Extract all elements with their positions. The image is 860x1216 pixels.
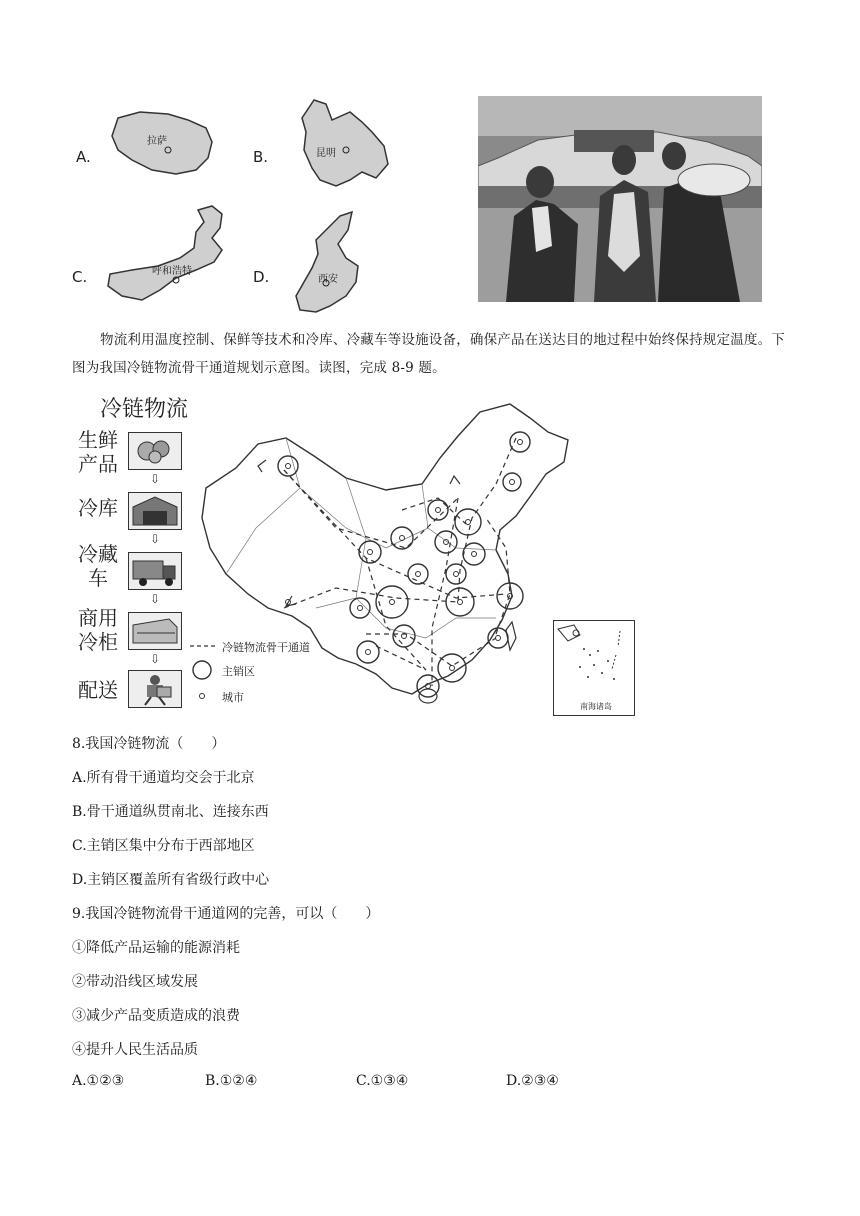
option-letter-b: B. bbox=[253, 148, 269, 166]
step-label-commercial-freezer: 商用冷柜 bbox=[78, 606, 118, 654]
legend-main-area-label: 主销区 bbox=[222, 665, 255, 678]
cold-chain-diagram bbox=[70, 392, 200, 722]
inset-islands bbox=[554, 621, 634, 701]
province-shape-b bbox=[302, 100, 388, 186]
city-label-c: 呼和浩特 bbox=[152, 266, 192, 277]
question-8-stem: 8.我国冷链物流（ ） bbox=[72, 736, 226, 752]
step-label-refrigerated-truck: 冷藏车 bbox=[78, 542, 118, 590]
intro-paragraph: 物流利用温度控制、保鲜等技术和冷库、冷藏车等设施设备，确保产品在送达目的地过程中始终保持规定温度。下图为我国冷链物流骨干通道规划示意图。读图，完成 8-9 题。 bbox=[72, 332, 785, 376]
photo-illustration bbox=[478, 96, 762, 302]
step-label-cold-storage: 冷库 bbox=[78, 496, 118, 520]
option-letter-d: D. bbox=[253, 268, 270, 286]
south-china-sea-inset bbox=[553, 620, 635, 716]
city-label-a: 拉萨 bbox=[147, 136, 167, 147]
question-9-stem: 9.我国冷链物流骨干通道网的完善，可以（ ） bbox=[72, 906, 380, 922]
legend-city-dot bbox=[200, 694, 205, 699]
inset-label: 南海诸岛 bbox=[580, 702, 612, 711]
city-label-d: 西安 bbox=[318, 274, 338, 285]
question-8-option-a[interactable]: A.所有骨干通道均交会于北京 bbox=[72, 770, 255, 786]
hainan-island bbox=[419, 689, 437, 703]
option-letter-c: C. bbox=[72, 268, 88, 286]
step-icon-delivery bbox=[128, 670, 182, 708]
flow-arrow-2: ⇩ bbox=[150, 532, 161, 546]
flow-arrow-4: ⇩ bbox=[150, 652, 161, 666]
question-9-choice-b[interactable]: B.①②④ bbox=[205, 1073, 258, 1089]
step-icon-commercial-freezer bbox=[128, 612, 182, 650]
question-9-statement-2: ②带动沿线区域发展 bbox=[72, 974, 198, 990]
question-8-option-d[interactable]: D.主销区覆盖所有省级行政中心 bbox=[72, 872, 270, 888]
question-9-statement-4: ④提升人民生活品质 bbox=[72, 1042, 198, 1058]
question-9-choice-d[interactable]: D.②③④ bbox=[506, 1073, 559, 1089]
question-8-option-c[interactable]: C.主销区集中分布于西部地区 bbox=[72, 838, 255, 854]
step-label-fresh-products: 生鲜产品 bbox=[78, 428, 118, 476]
question-9-choice-c[interactable]: C.①③④ bbox=[356, 1073, 409, 1089]
question-8-option-b[interactable]: B.骨干通道纵贯南北、连接东西 bbox=[72, 804, 269, 820]
question-9-statement-3: ③减少产品变质造成的浪费 bbox=[72, 1008, 240, 1024]
photo-potala-palace bbox=[478, 96, 762, 302]
province-shape-d bbox=[296, 212, 358, 312]
step-label-delivery: 配送 bbox=[78, 678, 118, 702]
city-label-b: 昆明 bbox=[316, 148, 336, 159]
cold-chain-title: 冷链物流 bbox=[100, 397, 189, 422]
province-shape-c bbox=[108, 206, 222, 300]
legend-corridor-label: 冷链物流骨干通道 bbox=[222, 641, 310, 654]
province-options bbox=[0, 0, 470, 320]
province-map-shapes bbox=[0, 0, 470, 320]
flow-arrow-1: ⇩ bbox=[150, 472, 161, 486]
option-letter-a: A. bbox=[76, 148, 91, 166]
step-icon-fresh-products bbox=[128, 432, 182, 470]
legend-main-area-circle bbox=[193, 661, 211, 679]
step-icon-refrigerated-truck bbox=[128, 552, 182, 590]
legend-city-label: 城市 bbox=[222, 691, 244, 704]
step-icon-cold-storage bbox=[128, 492, 182, 530]
map-legend bbox=[190, 638, 350, 710]
question-9-choice-a[interactable]: A.①②③ bbox=[72, 1073, 125, 1089]
question-9-statement-1: ①降低产品运输的能源消耗 bbox=[72, 940, 240, 956]
flow-arrow-3: ⇩ bbox=[150, 592, 161, 606]
